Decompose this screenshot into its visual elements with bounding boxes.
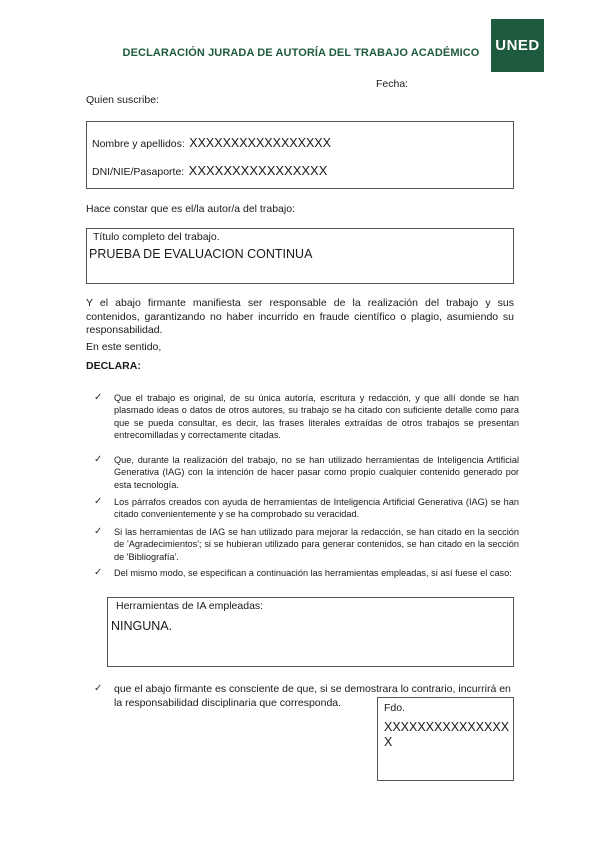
fecha-label: Fecha:	[376, 78, 409, 90]
declaration-item: ✓ Si las herramientas de IAG se han utilizado para mejorar la redacción, se han citado en la sección de 'Agradecimientos'; si se hubieran utilizado para generar contenidos, se han citado en la sección de 'Bibliografía'.	[94, 526, 519, 562]
declaration-item: ✓ Del mismo modo, se especifican a continuación las herramientas empleadas, si así fuese el caso:	[94, 567, 512, 578]
declara-heading: DECLARA:	[86, 360, 141, 372]
name-value: XXXXXXXXXXXXXXXXX	[189, 136, 331, 150]
signature-label: Fdo.	[384, 702, 406, 714]
quien-suscribe-label: Quien suscribe:	[86, 94, 159, 106]
checkmark-icon: ✓	[94, 454, 103, 465]
final-declaration: ✓ que el abajo firmante es consciente de que, si se demostrara lo contrario, incurrirá en la responsabilidad disciplinaria que corresponda.	[94, 683, 511, 709]
document-title: DECLARACIÓN JURADA DE AUTORÍA DEL TRABAJO ACADÉMICO	[122, 47, 480, 59]
declaration-item: ✓ Que, durante la realización del trabajo, no se han utilizado herramientas de Inteligencia Artificial Generativa (IAG) con la intención de hacer pasar como propio cualquier contenido generado por esta tecnología.	[94, 454, 519, 490]
identity-box	[86, 121, 514, 189]
checkmark-icon: ✓	[94, 392, 103, 403]
checkmark-icon: ✓	[94, 683, 103, 694]
declaration-item: ✓ Los párrafos creados con ayuda de herramientas de Inteligencia Artificial Generativa (IAG) se han citado convenientemente y se ha comprobado su veracidad.	[94, 496, 519, 520]
work-title-box	[86, 228, 514, 284]
dni-value: XXXXXXXXXXXXXXXX	[188, 163, 328, 178]
signature-box	[377, 697, 514, 781]
ai-tools-value: NINGUNA.	[111, 619, 173, 633]
declaration-item: ✓ Que el trabajo es original, de su única autoría, escritura y redacción, y que allí donde se han plasmado ideas o datos de otros autores, su trabajo se ha citado con suficiente detalle como para que se pueda consultar, es decir, las frases literales extraídas de otros trabajos se presentan entrecomilladas y correctamente citadas.	[94, 392, 519, 440]
ai-tools-box	[107, 597, 514, 667]
checkmark-icon: ✓	[94, 526, 103, 537]
name-label: Nombre y apellidos:	[92, 138, 185, 150]
work-title-value: PRUEBA DE EVALUACION CONTINUA	[89, 247, 313, 261]
checkmark-icon: ✓	[94, 567, 103, 578]
checkmark-icon: ✓	[94, 496, 103, 507]
uned-logo: UNED	[491, 19, 544, 72]
signature-value: XXXXXXXXXXXXXXX X	[384, 720, 510, 749]
work-title-label: Título completo del trabajo.	[93, 231, 220, 243]
dni-label: DNI/NIE/Pasaporte:	[92, 166, 185, 178]
dni-row	[92, 162, 327, 180]
en-este-sentido-text: En este sentido,	[86, 341, 162, 353]
name-row	[92, 134, 331, 152]
hace-constar-text: Hace constar que es el/la autor/a del trabajo:	[86, 203, 295, 215]
ai-tools-label: Herramientas de IA empleadas:	[116, 600, 264, 612]
responsibility-statement: Y el abajo firmante manifiesta ser responsable de la realización del trabajo y sus contenidos, garantizando no haber incurrido en fraude científico o plagio, asumiendo su responsabilidad.	[86, 297, 514, 336]
